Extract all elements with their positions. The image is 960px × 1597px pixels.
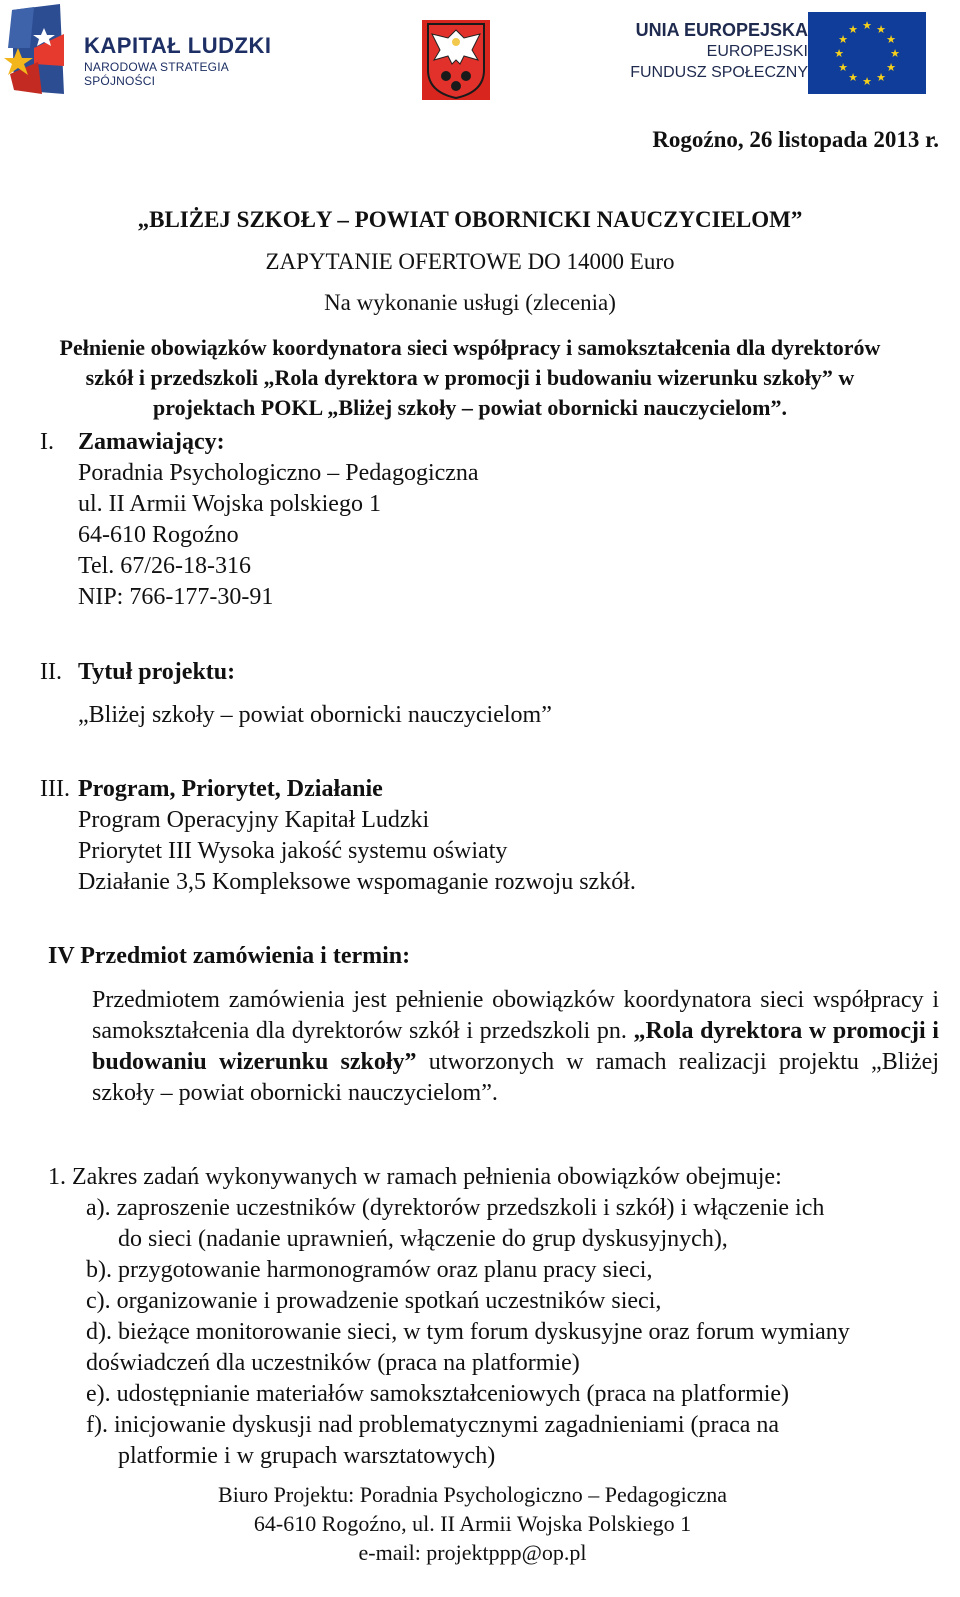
project-title: „BLIŻEJ SZKOŁY – POWIAT OBORNICKI NAUCZYCIELOM” (137, 207, 803, 232)
document-date: Rogoźno, 26 listopada 2013 r. (652, 127, 939, 152)
section-2-title: Tytuł projektu: (78, 659, 236, 685)
subject-line: Pełnienie obowiązków koordynatora sieci współpracy i samokształcenia dla dyrektorów (59, 335, 881, 360)
task-item-a-cont: do sieci (nadanie uprawnień, włączenie do grup dyskusyjnych), (118, 1226, 728, 1252)
service-title: Na wykonanie usługi (zlecenia) (324, 290, 616, 315)
kapital-ludzki-emblem (4, 4, 84, 96)
svg-text:★: ★ (862, 75, 872, 88)
kapital-ludzki-subtitle: NARODOWA STRATEGIA SPÓJNOŚCI (84, 60, 229, 88)
section-4-title: IV Przedmiot zamówienia i termin: (48, 943, 411, 969)
svg-text:★: ★ (862, 19, 872, 32)
svg-text:★: ★ (886, 33, 896, 46)
task-item-d-cont: doświadczeń dla uczestników (praca na platformie) (86, 1350, 580, 1376)
eagle-crest-icon (422, 20, 490, 100)
program-line: Priorytet III Wysoka jakość systemu oświaty (78, 838, 508, 864)
order-subject-text: Przedmiotem zamówienia jest pełnienie obowiązków koordynatora sieci współpracy i samokształcenia dla dyrektorów szkół i przedszkoli pn. (92, 987, 939, 1044)
task-item-f: f). inicjowanie dyskusji nad problematycznymi zagadnieniami (praca na (86, 1412, 780, 1438)
program-line: Program Operacyjny Kapitał Ludzki (78, 807, 430, 833)
ordering-party-line: Tel. 67/26-18-316 (78, 553, 251, 579)
svg-text:★: ★ (848, 71, 858, 84)
kapital-ludzki-title: KAPITAŁ LUDZKI (84, 33, 272, 58)
project-name: „Bliżej szkoły – powiat obornicki nauczycielom” (78, 702, 552, 728)
subject-block (0, 333, 940, 423)
section-3-number: III. (40, 776, 70, 802)
svg-text:★: ★ (834, 47, 844, 60)
ordering-party-line: Poradnia Psychologiczno – Pedagogiczna (78, 460, 479, 486)
svg-text:★: ★ (838, 61, 848, 74)
task-item-a: a). zaproszenie uczestników (dyrektorów przedszkoli i szkół) i włączenie ich (86, 1195, 825, 1221)
section-3-title: Program, Priorytet, Działanie (78, 776, 383, 802)
eu-line3: FUNDUSZ SPOŁECZNY (630, 64, 808, 81)
footer-email: e-mail: projektppp@op.pl (358, 1540, 587, 1565)
svg-text:★: ★ (848, 23, 858, 36)
task-item-c: c). organizowanie i prowadzenie spotkań uczestników sieci, (86, 1288, 662, 1314)
program-line: Działanie 3,5 Kompleksowe wspomaganie rozwoju szkół. (78, 869, 636, 895)
subject-line: projektach POKL „Bliżej szkoły – powiat obornicki nauczycielom”. (153, 395, 787, 420)
task-item-b: b). przygotowanie harmonogramów oraz planu pracy sieci, (86, 1257, 653, 1283)
svg-text:★: ★ (838, 33, 848, 46)
eu-line1: UNIA EUROPEJSKA (635, 20, 808, 40)
section-1-title: Zamawiający: (78, 429, 225, 455)
svg-text:★: ★ (886, 61, 896, 74)
svg-text:★: ★ (890, 47, 900, 60)
ordering-party-line: ul. II Armii Wojska polskiego 1 (78, 491, 381, 517)
ordering-party-line: NIP: 766-177-30-91 (78, 584, 274, 610)
svg-text:★: ★ (876, 23, 886, 36)
coat-of-arms-logo (422, 20, 490, 100)
subject-line: szkół i przedszkoli „Rola dyrektora w promocji i budowaniu wizerunku szkoły” w (85, 365, 855, 390)
order-subject-bold: „Rola dyrektora w promocji i budowaniu wizerunku szkoły” (92, 1018, 939, 1075)
section-2-number: II. (40, 659, 62, 685)
order-subject-paragraph (92, 985, 939, 1109)
task-item-f-cont: platformie i w grupach warsztatowych) (118, 1443, 496, 1469)
kapital-ludzki-logo (4, 4, 298, 96)
task-item-d: d). bieżące monitorowanie sieci, w tym forum dyskusyjne oraz forum wymiany (86, 1319, 850, 1345)
ordering-party-line: 64-610 Rogoźno (78, 522, 239, 548)
eu-line2: EUROPEJSKI (706, 43, 808, 60)
eu-logo-text (612, 20, 808, 83)
eu-flag-icon (808, 12, 926, 94)
section-1-number: I. (40, 429, 54, 455)
order-subject-text-end: utworzonych w ramach realizacji projektu „Bliżej szkoły – powiat obornicki nauczycielom”. (92, 1049, 940, 1106)
task-item-e: e). udostępnianie materiałów samokształceniowych (praca na platformie) (86, 1381, 790, 1407)
tasks-intro: 1. Zakres zadań wykonywanych w ramach pełnienia obowiązków obejmuje: (48, 1164, 782, 1190)
svg-text:★: ★ (876, 71, 886, 84)
footer-address: 64-610 Rogoźno, ul. II Armii Wojska Polskiego 1 (253, 1511, 692, 1536)
inquiry-title: ZAPYTANIE OFERTOWE DO 14000 Euro (265, 249, 675, 274)
footer-office: Biuro Projektu: Poradnia Psychologiczno – Pedagogiczna (218, 1482, 727, 1507)
